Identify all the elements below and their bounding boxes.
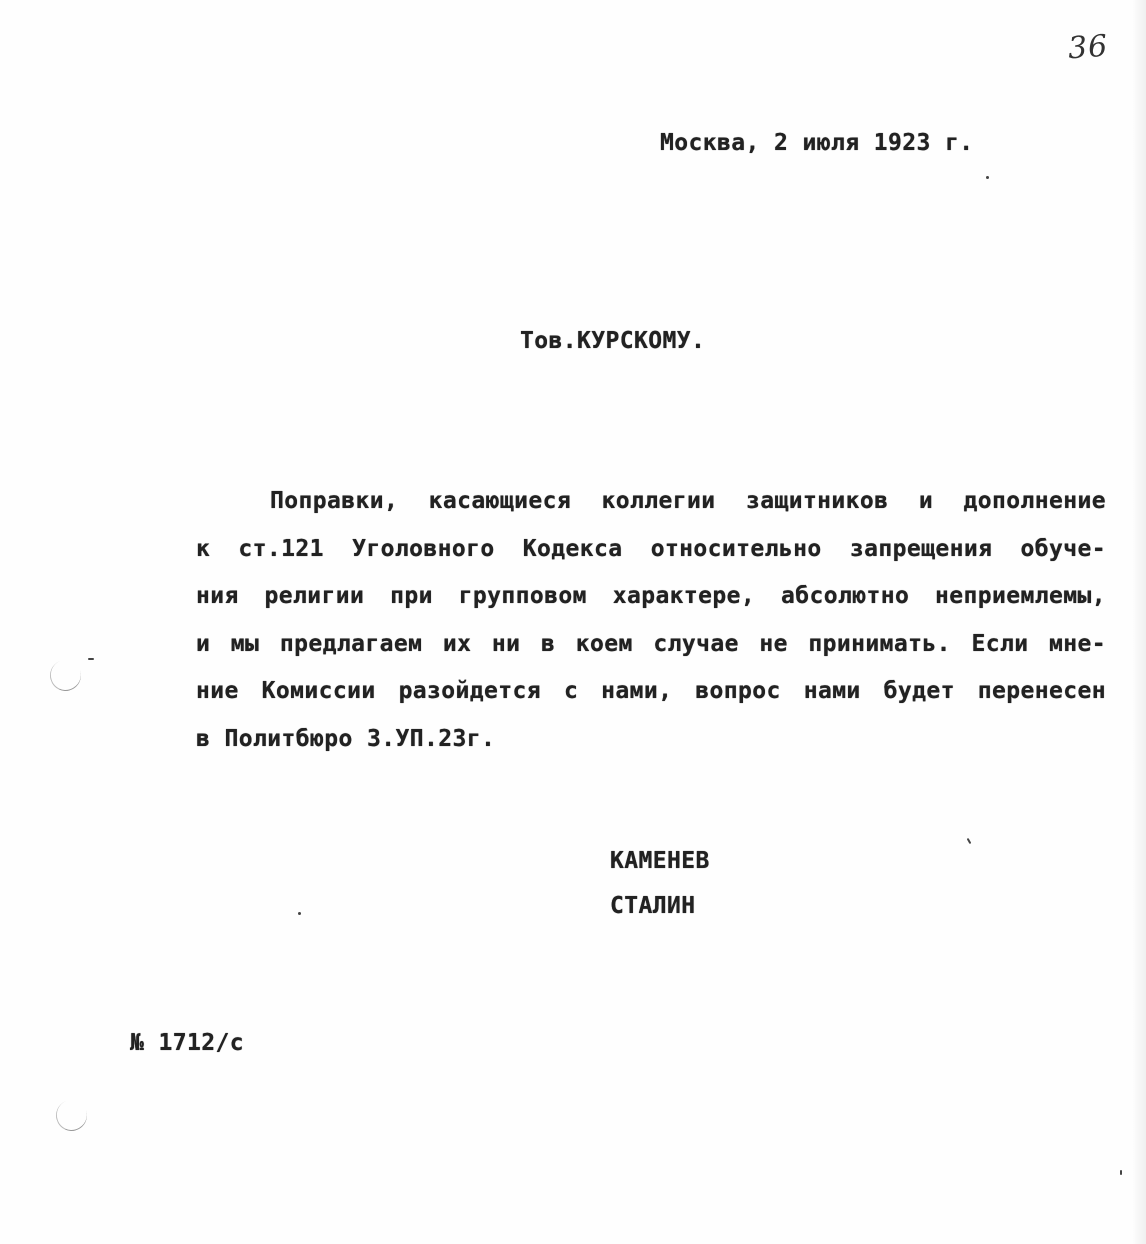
paper-speck — [1120, 1170, 1122, 1175]
letter-body — [196, 478, 1106, 763]
body-line: и мы предлагаем их ни в коем случае не принимать. Если мне- — [196, 630, 1106, 657]
body-line: ние Комиссии разойдется с нами, вопрос нами будет перенесен — [196, 678, 1106, 704]
signature-stalin: СТАЛИН — [610, 893, 696, 919]
punch-hole-mark — [52, 1096, 92, 1136]
paper-speck — [986, 176, 989, 179]
paper-speck — [298, 912, 301, 915]
page-edge-shadow — [1132, 0, 1146, 1244]
document-number: № 1712/с — [130, 1030, 244, 1056]
paper-speck — [88, 658, 94, 660]
date-line: Москва, 2 июля 1923 г. — [660, 130, 974, 156]
body-line: к ст.121 Уголовного Кодекса относительно запрещения обуче- — [196, 535, 1106, 562]
body-line: ния религии при групповом характере, абсолютно неприемлемы, — [196, 583, 1106, 609]
punch-hole-mark — [46, 656, 86, 696]
signature-kamenev: КАМЕНЕВ — [610, 848, 710, 874]
body-line: в Политбюро 3.УП.23г. — [196, 725, 496, 752]
paper-speck — [967, 838, 972, 844]
addressee: Тов.КУРСКОМУ. — [520, 328, 706, 354]
body-line: Поправки, касающиеся коллегии защитников и дополнение — [270, 488, 1106, 514]
handwritten-page-number: 36 — [1066, 28, 1110, 67]
